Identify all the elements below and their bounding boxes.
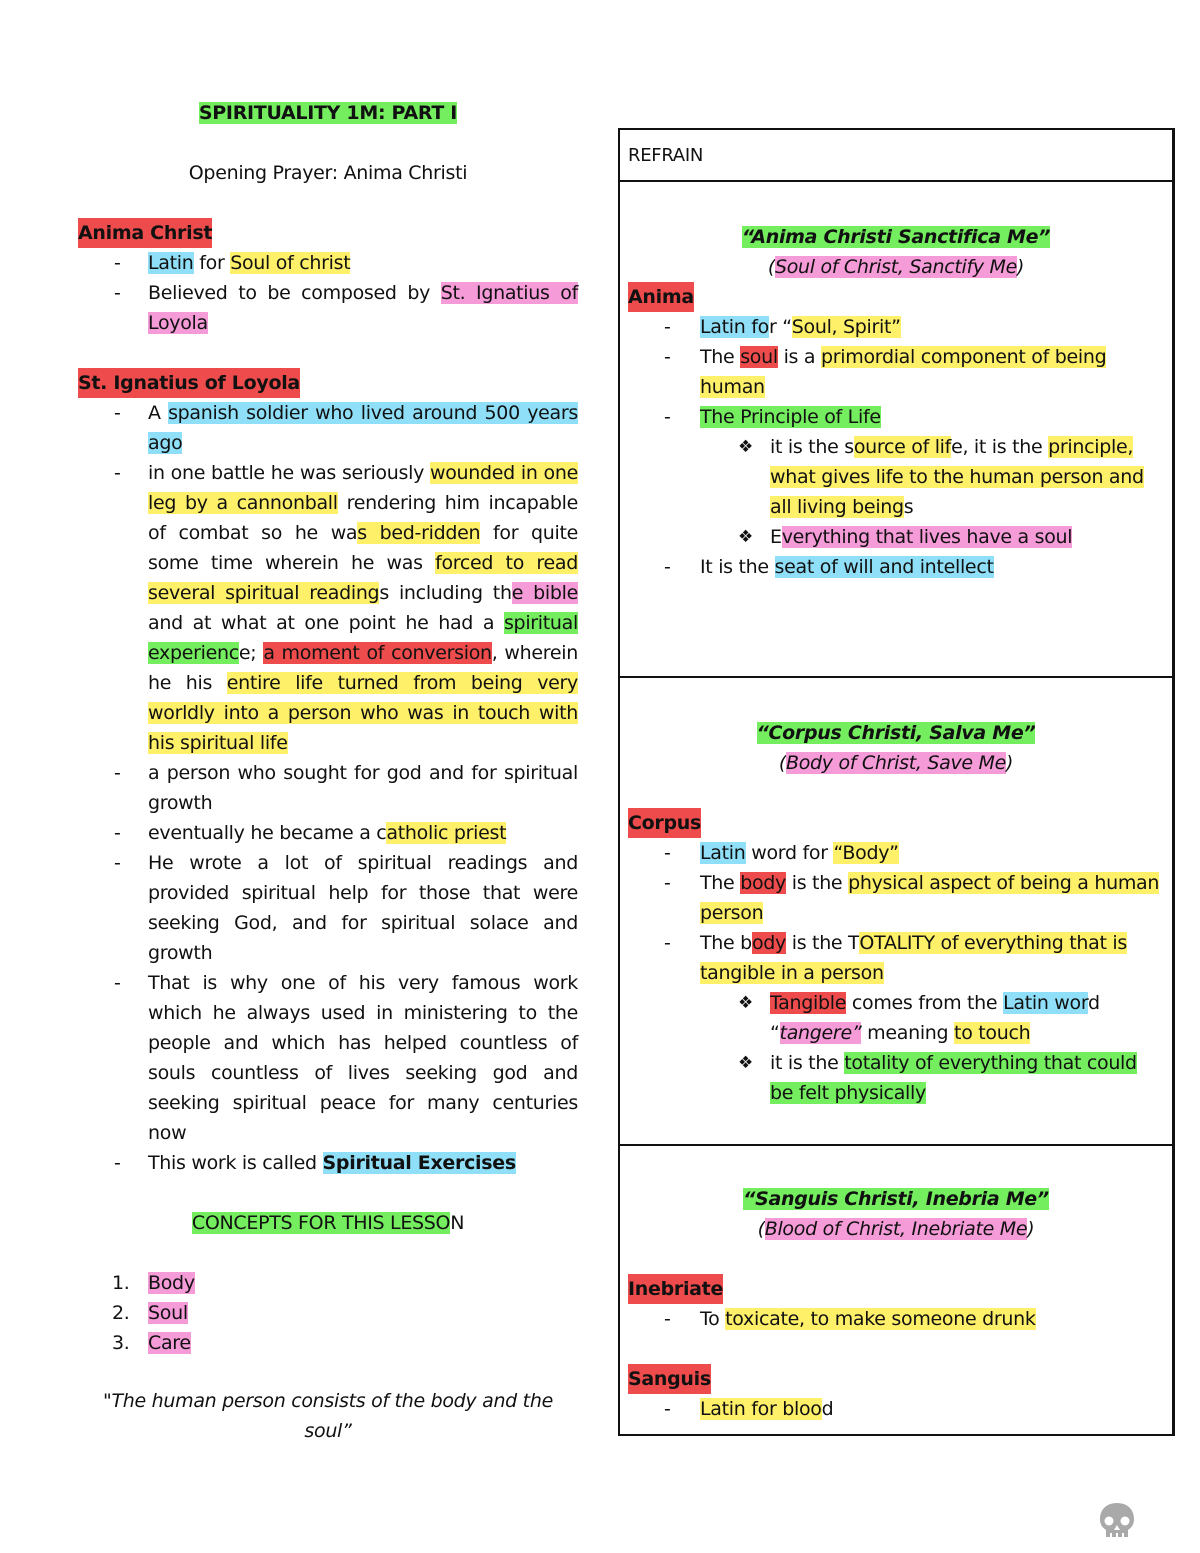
- corpus-list: [628, 838, 1164, 1108]
- sub-list-item: ❖ it is the source of life, it is the principle, what gives life to the human person and all living beings: [628, 432, 1164, 522]
- sanguis-cell: [620, 1144, 1172, 1434]
- list-item: - a person who sought for god and for spiritual growth: [78, 758, 578, 818]
- concepts-heading: CONCEPTS FOR THIS LESSON: [191, 1212, 465, 1234]
- concept-item: 2. Soul: [112, 1302, 188, 1324]
- list-item: - The Principle of Life: [628, 402, 1164, 432]
- dash-bullet-icon: -: [664, 872, 671, 894]
- concept-item: 3. Care: [112, 1332, 191, 1354]
- body-soul-quote: "The human person consists of the body and the soul”: [103, 1390, 553, 1442]
- list-item: - It is the seat of will and intellect: [628, 552, 1164, 582]
- dash-bullet-icon: -: [114, 822, 121, 844]
- list-item: - A spanish soldier who lived around 500 years ago: [78, 398, 578, 458]
- dash-bullet-icon: -: [664, 1398, 671, 1420]
- dash-bullet-icon: -: [114, 252, 121, 274]
- sub-list-item: ❖ it is the totality of everything that could be felt physically: [628, 1048, 1164, 1108]
- dash-bullet-icon: -: [664, 316, 671, 338]
- refrain-table: [618, 128, 1175, 1436]
- term-corpus: Corpus: [628, 808, 701, 838]
- anima-christ-list: [78, 248, 578, 338]
- list-item: - The body is the physical aspect of being a human person: [628, 868, 1164, 928]
- dash-bullet-icon: -: [114, 972, 121, 994]
- list-item: - eventually he became a catholic priest: [78, 818, 578, 848]
- section-ignatius: [78, 368, 578, 1178]
- anima-cell: [620, 180, 1172, 676]
- dash-bullet-icon: -: [664, 1308, 671, 1330]
- list-item: - This work is called Spiritual Exercises: [78, 1148, 578, 1178]
- ignatius-list: [78, 398, 578, 1178]
- diamond-bullet-icon: ❖: [738, 1053, 753, 1073]
- dash-bullet-icon: -: [114, 852, 121, 874]
- sanguis-latin-phrase: “Sanguis Christi, Inebria Me”: [743, 1188, 1049, 1210]
- dash-bullet-icon: -: [114, 402, 121, 424]
- sub-list-item: ❖ Everything that lives have a soul: [628, 522, 1164, 552]
- corpus-cell: [620, 676, 1172, 1144]
- list-item: - Believed to be composed by St. Ignatius of Loyola: [78, 278, 578, 338]
- corpus-latin-phrase: “Corpus Christi, Salva Me”: [756, 722, 1036, 744]
- anima-translation: (Soul of Christ, Sanctify Me): [767, 256, 1025, 278]
- refrain-header-cell: REFRAIN: [628, 145, 703, 166]
- dash-bullet-icon: -: [664, 346, 671, 368]
- dash-bullet-icon: -: [664, 406, 671, 428]
- anima-latin-phrase: “Anima Christi Sanctifica Me”: [741, 226, 1051, 248]
- dash-bullet-icon: -: [114, 462, 121, 484]
- list-item: - The body is the TOTALITY of everything that is tangible in a person: [628, 928, 1164, 988]
- inebriate-list: [628, 1304, 1164, 1334]
- list-item: - Latin for “Soul, Spirit”: [628, 312, 1164, 342]
- diamond-bullet-icon: ❖: [738, 437, 753, 457]
- section-anima-christ: [78, 218, 578, 338]
- list-item: - To toxicate, to make someone drunk: [628, 1304, 1164, 1334]
- list-item: - That is why one of his very famous work which he always used in ministering to the people and which has helped countless of souls countless of lives seeking god and seeking spiritual peace for many centuries now: [78, 968, 578, 1148]
- list-item: - Latin word for “Body”: [628, 838, 1164, 868]
- dash-bullet-icon: -: [114, 762, 121, 784]
- dash-bullet-icon: -: [114, 282, 121, 304]
- opening-prayer: Opening Prayer: Anima Christi: [188, 162, 468, 184]
- heading-ignatius: St. Ignatius of Loyola: [78, 368, 300, 398]
- heading-anima-christ: Anima Christ: [78, 218, 212, 248]
- sanguis-translation: (Blood of Christ, Inebriate Me): [757, 1218, 1035, 1240]
- concept-item: 1. Body: [112, 1272, 195, 1294]
- list-item: - He wrote a lot of spiritual readings and provided spiritual help for those that were seeking God, and for spiritual solace and growth: [78, 848, 578, 968]
- dash-bullet-icon: -: [664, 932, 671, 954]
- dash-bullet-icon: -: [664, 842, 671, 864]
- skull-logo-icon: [1096, 1500, 1138, 1542]
- term-sanguis: Sanguis: [628, 1364, 711, 1394]
- anima-list: [628, 312, 1164, 582]
- concepts-list: [78, 1268, 578, 1358]
- term-anima: Anima: [628, 282, 694, 312]
- list-item: - The soul is a primordial component of being human: [628, 342, 1164, 402]
- list-item: - Latin for blood: [628, 1394, 1164, 1424]
- list-item: - Latin for Soul of christ: [78, 248, 578, 278]
- sub-list-item: ❖ Tangible comes from the Latin word “tangere” meaning to touch: [628, 988, 1164, 1048]
- left-column: [78, 98, 578, 1446]
- list-item: - in one battle he was seriously wounded in one leg by a cannonball rendering him incapable of combat so he was bed-ridden for quite some time wherein he was forced to read several spiritual readings including the bible and at what at one point he had a spiritual experience; a moment of conversion, wherein he his entire life turned from being very worldly into a person who was in touch with his spiritual life: [78, 458, 578, 758]
- diamond-bullet-icon: ❖: [738, 993, 753, 1013]
- term-inebriate: Inebriate: [628, 1274, 723, 1304]
- sanguis-list: [628, 1394, 1164, 1424]
- dash-bullet-icon: -: [114, 1152, 121, 1174]
- dash-bullet-icon: -: [664, 556, 671, 578]
- corpus-translation: (Body of Christ, Save Me): [778, 752, 1014, 774]
- diamond-bullet-icon: ❖: [738, 527, 753, 547]
- document-title: SPIRITUALITY 1M: PART I: [198, 102, 458, 124]
